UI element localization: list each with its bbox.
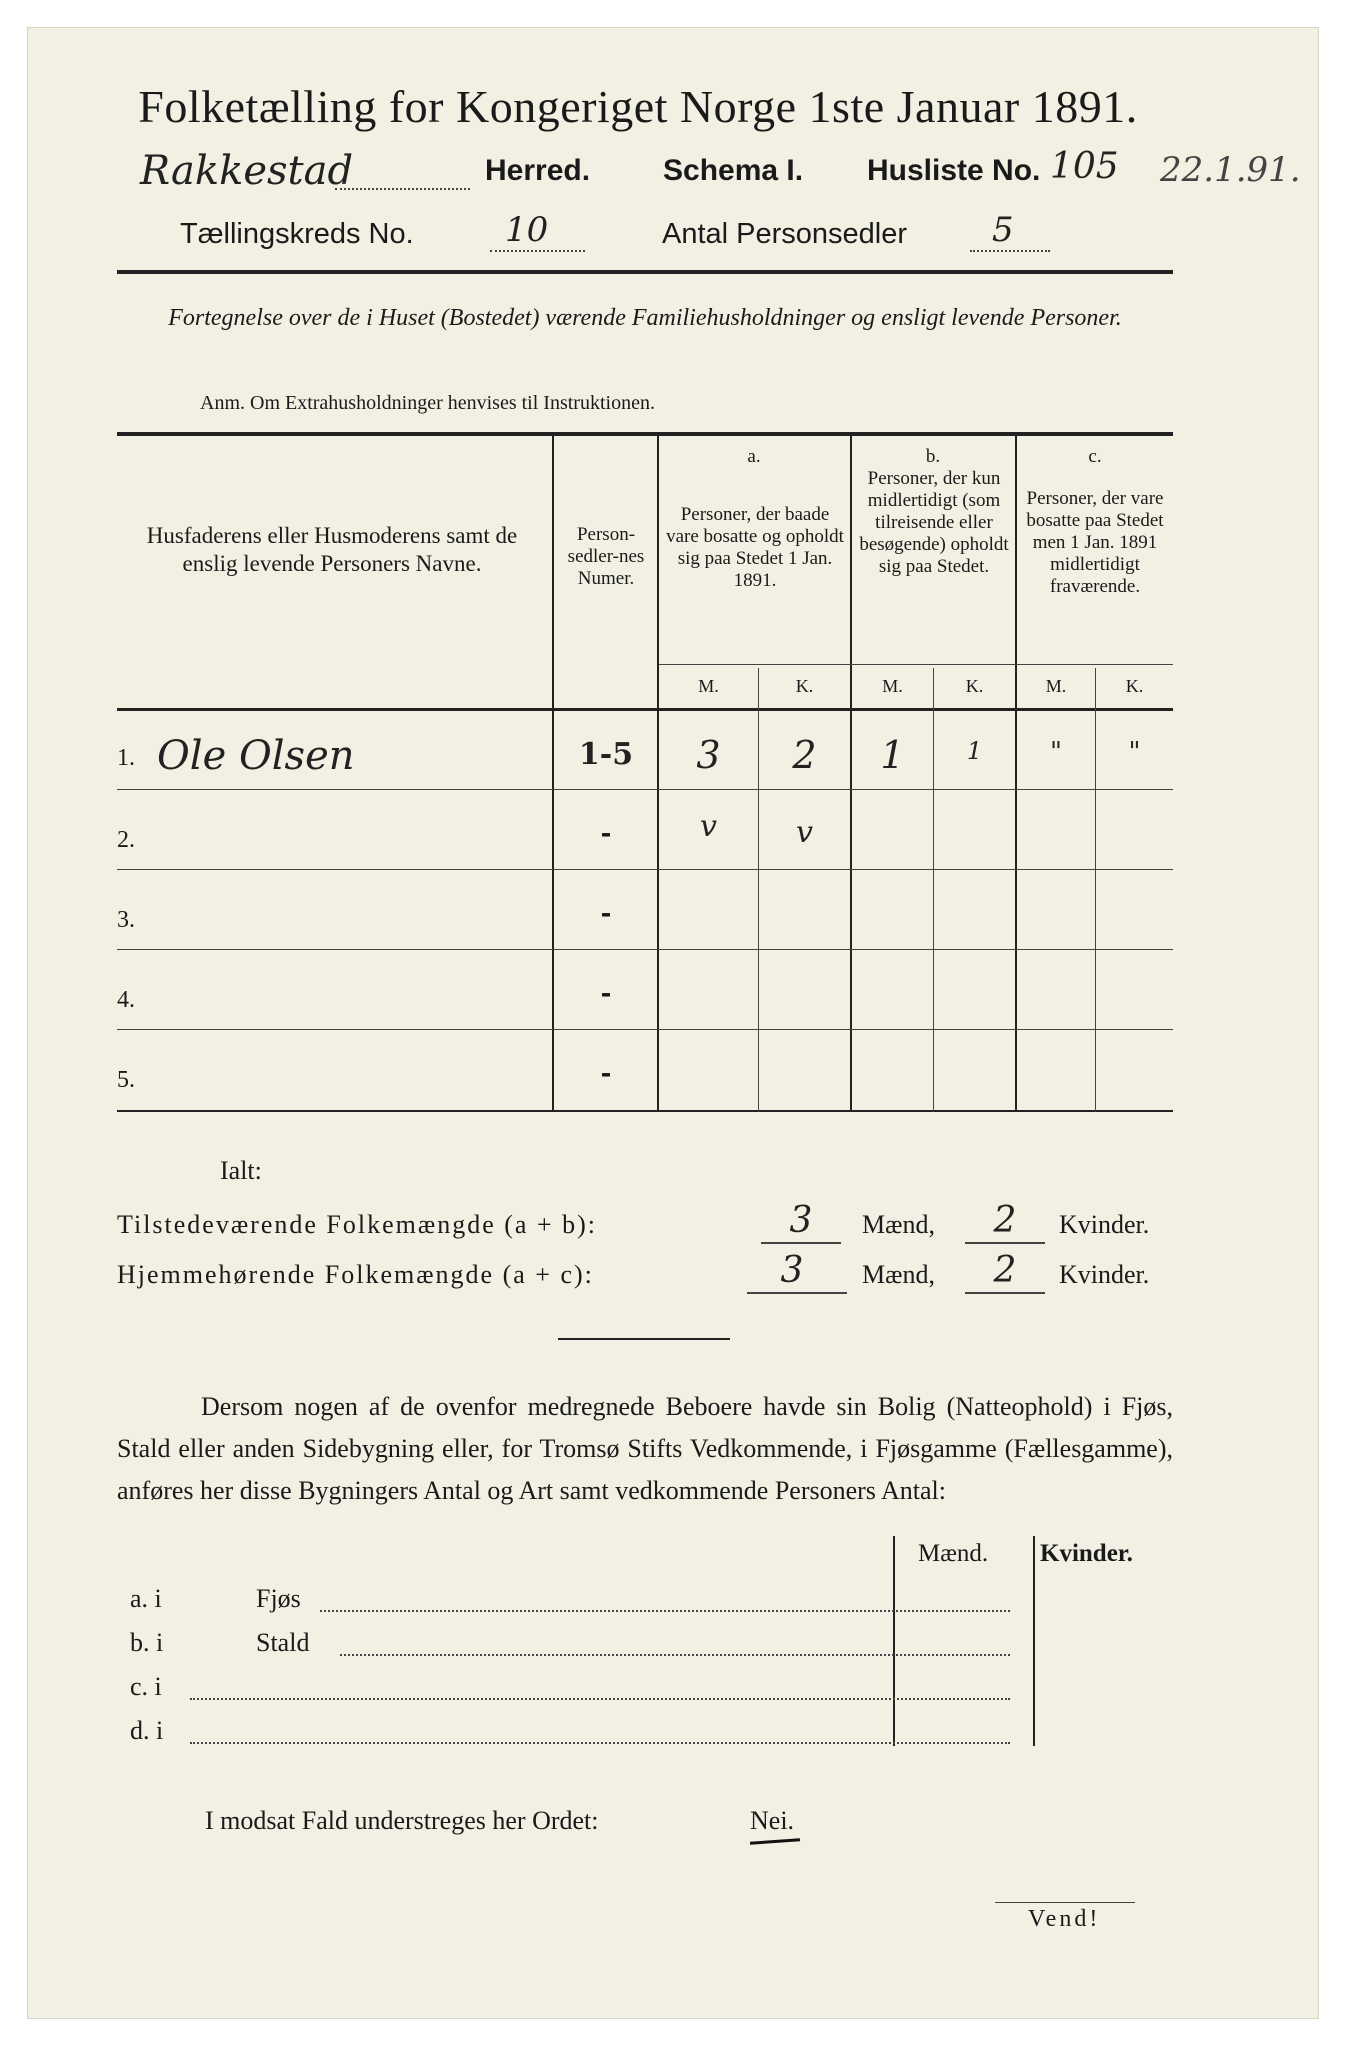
row-number: 5. [117,1067,135,1093]
herred-value: Rakkestad [140,148,354,194]
row-a-m: 3 [696,733,721,777]
schema-label: Schema I. [663,154,804,187]
row-numer: - [600,979,612,1009]
hjemme-k-line [965,1292,1045,1294]
row-b-m: 1 [880,733,905,777]
row-c-m: " [1050,737,1062,767]
husliste-value: 105 [1050,146,1119,187]
tilstede-line [117,1200,1177,1250]
outbuilding-letter: b. i [130,1628,164,1657]
outbuilding-dots [340,1654,1010,1656]
row-a-k: 2 [792,733,817,777]
intro-text: Fortegnelse over de i Huset (Bostedet) værende Familiehusholdninger og ensligt levende Personer. [168,305,1122,331]
c-k-label: K. [1125,676,1144,696]
outbuildings-maend-header: Mænd. [918,1540,989,1567]
col-a-letter: a. [747,446,761,467]
a-k-label: K. [795,676,814,696]
outbuilding-letter: a. i [130,1584,162,1613]
row-numer: - [600,819,612,849]
a-m-label: M. [698,676,719,696]
table-row [117,711,1173,791]
table-row [117,951,1173,1031]
husliste-label: Husliste No. [867,154,1041,187]
form-title: Folketælling for Kongeriget Norge 1ste Januar 1891. [138,81,1138,132]
tilstede-kvinder: Kvinder. [1059,1210,1150,1239]
outbuilding-row [130,1716,890,1756]
outbuildings-paragraph: Dersom nogen af de ovenfor medregnede Beboere havde sin Bolig (Natteophold) i Fjøs, Stald eller anden Sidebygning eller, for Tromsø Stifts Vedkommende, i Fjøsgamme (Fællesgamme), anføres her disse Bygningers Antal og Art samt vedkommende Personers Antal: [117,1392,1173,1505]
row-numer: - [600,899,612,929]
hjemme-label: Hjemmehørende Folkemængde (a + c): [117,1260,594,1289]
row-number: 1. [117,745,135,771]
modsat-text: I modsat Fald understreges her Ordet: [205,1806,599,1835]
herred-line [140,148,1300,198]
tilstede-label: Tilstedeværende Folkemængde (a + b): [117,1210,597,1239]
household-table [117,432,1173,1112]
row-a-k: v [796,815,813,850]
antal-value: 5 [992,210,1014,250]
b-k-label: K. [965,676,984,696]
outbuilding-label: Fjøs [256,1584,301,1613]
row-rule [117,869,1173,870]
table-row [117,791,1173,871]
kreds-label: Tællingskreds No. [180,218,414,250]
nei-underline [750,1838,800,1844]
tilstede-k-value: 2 [993,1200,1017,1241]
outbuildings-kvinder-header: Kvinder. [1040,1540,1133,1567]
section-divider [558,1338,730,1340]
husliste-extra: 22.1.91. [1160,150,1301,190]
header-rule [117,270,1173,274]
vend-rule [995,1902,1135,1903]
col-b-letter: b. [925,446,941,467]
hjemme-k-value: 2 [993,1250,1017,1291]
row-name: Ole Olsen [157,733,355,779]
kreds-dots [490,250,585,252]
kreds-line [180,212,1180,258]
vend-text: Vend! [1028,1906,1101,1932]
outbuilding-letter: d. i [130,1716,164,1745]
row-c-k: " [1128,737,1141,767]
herred-label: Herred. [485,154,591,187]
row-a-m: v [700,809,717,844]
row-numer: - [600,1059,612,1089]
antal-dots [970,250,1050,252]
kreds-value: 10 [505,210,549,250]
col-a-header: Personer, der baade vare bosatte og opholdt sig paa Stedet 1 Jan. 1891. [666,504,844,591]
hjemme-m-value: 3 [780,1250,804,1291]
hjemme-maend: Mænd, [862,1260,935,1289]
row-rule [117,789,1173,790]
antal-label: Antal Personsedler [662,218,908,250]
row-rule [117,949,1173,950]
outbuilding-dots [320,1610,1010,1612]
row-numer: 1-5 [578,737,634,772]
outbuildings-vline-1 [893,1536,895,1746]
hjemme-kvinder: Kvinder. [1059,1260,1150,1289]
nei-word: Nei. [750,1806,795,1835]
outbuilding-row [130,1584,890,1624]
outbuilding-dots [190,1698,1010,1700]
table-row [117,1031,1173,1110]
herred-dots [335,188,470,190]
outbuilding-label: Stald [256,1628,310,1657]
table-row [117,871,1173,951]
modsat-line [205,1806,905,1846]
row-number: 2. [117,827,135,853]
col-c-header: Personer, der vare bosatte paa Stedet men 1 Jan. 1891 midlertidigt fraværende. [1026,488,1164,597]
tilstede-maend: Mænd, [862,1210,935,1239]
row-b-k: 1 [966,737,983,765]
row-number: 3. [117,907,135,933]
outbuilding-letter: c. i [130,1672,162,1701]
tilstede-m-line [761,1242,841,1244]
col-c-letter: c. [1088,446,1102,467]
row-rule [117,1029,1173,1030]
col-numer-header: Person-sedler-nes Numer. [567,524,645,589]
outbuilding-row [130,1628,890,1668]
hjemme-line [117,1250,1177,1300]
tilstede-m-value: 3 [789,1200,813,1241]
anm-note: Anm. Om Extrahusholdninger henvises til Instruktionen. [200,392,655,414]
ialt-label: Ialt: [220,1156,262,1185]
outbuildings-vline-2 [1033,1536,1035,1746]
outbuilding-row [130,1672,890,1712]
hjemme-m-line [747,1292,847,1294]
row-number: 4. [117,987,135,1013]
outbuilding-dots [190,1742,1010,1744]
tilstede-k-line [965,1242,1045,1244]
b-m-label: M. [882,676,903,696]
col-b-header: Personer, der kun midlertidigt (som tilreisende eller besøgende) opholdt sig paa Stedet. [859,468,1009,577]
mk-subheader-rule [659,664,1173,665]
c-m-label: M. [1045,676,1067,696]
col-names-header: Husfaderens eller Husmoderens samt de enslig levende Personers Navne. [146,523,518,576]
